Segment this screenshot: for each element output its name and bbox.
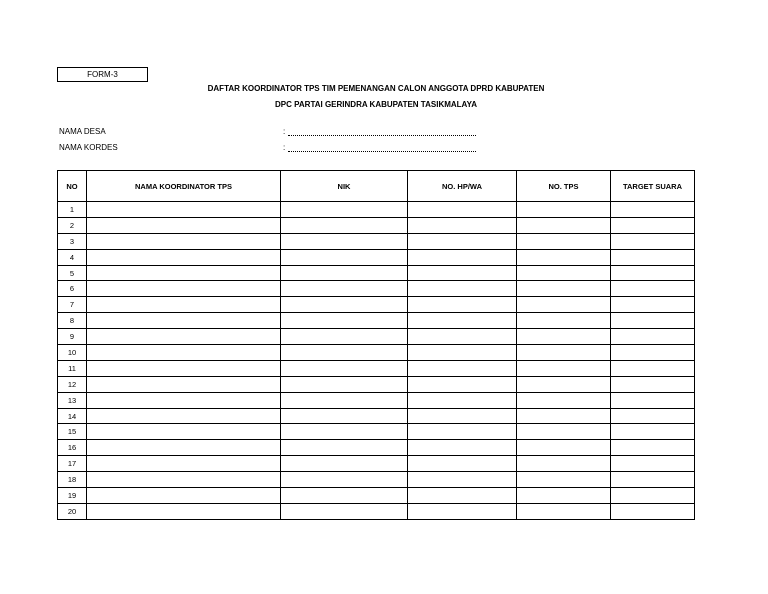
table-row (58, 488, 695, 504)
table-row (58, 503, 695, 519)
row-number: 12 (58, 376, 87, 392)
row-number: 18 (58, 472, 87, 488)
column-header-no-tps: NO. TPS (517, 171, 611, 202)
target-suara-cell[interactable] (611, 488, 695, 504)
document-title: DAFTAR KOORDINATOR TPS TIM PEMENANGAN CALON ANGGOTA DPRD KABUPATEN (207, 84, 545, 93)
row-number: 1 (58, 202, 87, 218)
target-suara-cell[interactable] (611, 281, 695, 297)
no-tps-cell[interactable] (517, 360, 611, 376)
no-hp-cell[interactable] (408, 376, 517, 392)
nama-koordinator-cell[interactable] (87, 488, 281, 504)
target-suara-cell[interactable] (611, 456, 695, 472)
table-row (58, 313, 695, 329)
nik-cell[interactable] (281, 329, 408, 345)
no-tps-cell[interactable] (517, 345, 611, 361)
row-number: 6 (58, 281, 87, 297)
table-row (58, 281, 695, 297)
nik-cell[interactable] (281, 456, 408, 472)
nama-kordes-fill-line[interactable] (288, 150, 476, 152)
nik-cell[interactable] (281, 249, 408, 265)
nik-cell[interactable] (281, 281, 408, 297)
column-header-nik: NIK (281, 171, 408, 202)
nik-cell[interactable] (281, 472, 408, 488)
nama-koordinator-cell[interactable] (87, 265, 281, 281)
nama-koordinator-cell[interactable] (87, 392, 281, 408)
no-tps-cell[interactable] (517, 376, 611, 392)
column-header-no: NO (58, 171, 87, 202)
column-header-target-suara: TARGET SUARA (611, 171, 695, 202)
nik-cell[interactable] (281, 424, 408, 440)
nama-koordinator-cell[interactable] (87, 376, 281, 392)
table-row (58, 217, 695, 233)
row-number: 2 (58, 217, 87, 233)
nama-koordinator-cell[interactable] (87, 424, 281, 440)
nama-koordinator-cell[interactable] (87, 202, 281, 218)
table-row (58, 202, 695, 218)
row-number: 20 (58, 503, 87, 519)
nama-koordinator-cell[interactable] (87, 440, 281, 456)
row-number: 11 (58, 360, 87, 376)
nama-koordinator-cell[interactable] (87, 297, 281, 313)
no-hp-cell[interactable] (408, 424, 517, 440)
table-header-row (58, 171, 695, 202)
nama-koordinator-cell[interactable] (87, 233, 281, 249)
nama-desa-fill-line[interactable] (288, 134, 476, 136)
nik-cell[interactable] (281, 360, 408, 376)
row-number: 19 (58, 488, 87, 504)
table-row (58, 249, 695, 265)
field-separator: : (283, 127, 286, 136)
nik-cell[interactable] (281, 202, 408, 218)
no-tps-cell[interactable] (517, 329, 611, 345)
no-hp-cell[interactable] (408, 297, 517, 313)
no-hp-cell[interactable] (408, 313, 517, 329)
table-row (58, 392, 695, 408)
no-hp-cell[interactable] (408, 233, 517, 249)
no-hp-cell[interactable] (408, 329, 517, 345)
table-row (58, 329, 695, 345)
row-number: 17 (58, 456, 87, 472)
nik-cell[interactable] (281, 392, 408, 408)
target-suara-cell[interactable] (611, 392, 695, 408)
no-tps-cell[interactable] (517, 313, 611, 329)
no-hp-cell[interactable] (408, 360, 517, 376)
target-suara-cell[interactable] (611, 440, 695, 456)
target-suara-cell[interactable] (611, 345, 695, 361)
no-hp-cell[interactable] (408, 281, 517, 297)
nik-cell[interactable] (281, 313, 408, 329)
nama-koordinator-cell[interactable] (87, 503, 281, 519)
row-number: 7 (58, 297, 87, 313)
no-tps-cell[interactable] (517, 472, 611, 488)
no-hp-cell[interactable] (408, 503, 517, 519)
no-tps-cell[interactable] (517, 440, 611, 456)
no-hp-cell[interactable] (408, 472, 517, 488)
table-row (58, 408, 695, 424)
nama-koordinator-cell[interactable] (87, 408, 281, 424)
target-suara-cell[interactable] (611, 265, 695, 281)
nik-cell[interactable] (281, 345, 408, 361)
nama-koordinator-cell[interactable] (87, 345, 281, 361)
row-number: 8 (58, 313, 87, 329)
column-header-no-hp: NO. HP/WA (408, 171, 517, 202)
nama-koordinator-cell[interactable] (87, 313, 281, 329)
no-tps-cell[interactable] (517, 217, 611, 233)
no-hp-cell[interactable] (408, 265, 517, 281)
table-row (58, 265, 695, 281)
table-row (58, 424, 695, 440)
no-tps-cell[interactable] (517, 265, 611, 281)
nama-koordinator-cell[interactable] (87, 456, 281, 472)
nama-koordinator-cell[interactable] (87, 217, 281, 233)
row-number: 16 (58, 440, 87, 456)
target-suara-cell[interactable] (611, 360, 695, 376)
no-hp-cell[interactable] (408, 456, 517, 472)
target-suara-cell[interactable] (611, 408, 695, 424)
target-suara-cell[interactable] (611, 472, 695, 488)
target-suara-cell[interactable] (611, 376, 695, 392)
no-hp-cell[interactable] (408, 202, 517, 218)
target-suara-cell[interactable] (611, 329, 695, 345)
no-hp-cell[interactable] (408, 488, 517, 504)
nik-cell[interactable] (281, 408, 408, 424)
row-number: 3 (58, 233, 87, 249)
no-hp-cell[interactable] (408, 345, 517, 361)
no-tps-cell[interactable] (517, 297, 611, 313)
table-row (58, 456, 695, 472)
nik-cell[interactable] (281, 297, 408, 313)
no-tps-cell[interactable] (517, 503, 611, 519)
form-number-box: FORM-3 (57, 67, 148, 82)
row-number: 4 (58, 249, 87, 265)
no-tps-cell[interactable] (517, 202, 611, 218)
row-number: 5 (58, 265, 87, 281)
row-number: 9 (58, 329, 87, 345)
target-suara-cell[interactable] (611, 313, 695, 329)
target-suara-cell[interactable] (611, 424, 695, 440)
target-suara-cell[interactable] (611, 202, 695, 218)
no-tps-cell[interactable] (517, 488, 611, 504)
nik-cell[interactable] (281, 503, 408, 519)
table-row (58, 376, 695, 392)
no-tps-cell[interactable] (517, 233, 611, 249)
field-label-nama-desa: NAMA DESA (59, 127, 106, 136)
no-hp-cell[interactable] (408, 408, 517, 424)
table-row (58, 440, 695, 456)
no-tps-cell[interactable] (517, 408, 611, 424)
target-suara-cell[interactable] (611, 297, 695, 313)
target-suara-cell[interactable] (611, 217, 695, 233)
no-tps-cell[interactable] (517, 424, 611, 440)
no-hp-cell[interactable] (408, 392, 517, 408)
field-separator: : (283, 143, 286, 152)
no-tps-cell[interactable] (517, 456, 611, 472)
row-number: 15 (58, 424, 87, 440)
target-suara-cell[interactable] (611, 503, 695, 519)
nama-koordinator-cell[interactable] (87, 472, 281, 488)
row-number: 14 (58, 408, 87, 424)
row-number: 10 (58, 345, 87, 361)
table-row (58, 472, 695, 488)
target-suara-cell[interactable] (611, 233, 695, 249)
nama-koordinator-cell[interactable] (87, 360, 281, 376)
nik-cell[interactable] (281, 488, 408, 504)
table-row (58, 233, 695, 249)
table-row (58, 345, 695, 361)
no-hp-cell[interactable] (408, 249, 517, 265)
nama-koordinator-cell[interactable] (87, 281, 281, 297)
nama-koordinator-cell[interactable] (87, 329, 281, 345)
row-number: 13 (58, 392, 87, 408)
nik-cell[interactable] (281, 376, 408, 392)
nama-koordinator-cell[interactable] (87, 249, 281, 265)
document-subtitle: DPC PARTAI GERINDRA KABUPATEN TASIKMALAYA (275, 100, 477, 109)
no-tps-cell[interactable] (517, 392, 611, 408)
target-suara-cell[interactable] (611, 249, 695, 265)
nik-cell[interactable] (281, 440, 408, 456)
nik-cell[interactable] (281, 233, 408, 249)
no-hp-cell[interactable] (408, 440, 517, 456)
no-hp-cell[interactable] (408, 217, 517, 233)
column-header-nama-koordinator: NAMA KOORDINATOR TPS (87, 171, 281, 202)
table-row (58, 297, 695, 313)
coordinator-table (57, 170, 695, 520)
no-tps-cell[interactable] (517, 281, 611, 297)
nik-cell[interactable] (281, 265, 408, 281)
no-tps-cell[interactable] (517, 249, 611, 265)
table-row (58, 360, 695, 376)
nik-cell[interactable] (281, 217, 408, 233)
field-label-nama-kordes: NAMA KORDES (59, 143, 118, 152)
